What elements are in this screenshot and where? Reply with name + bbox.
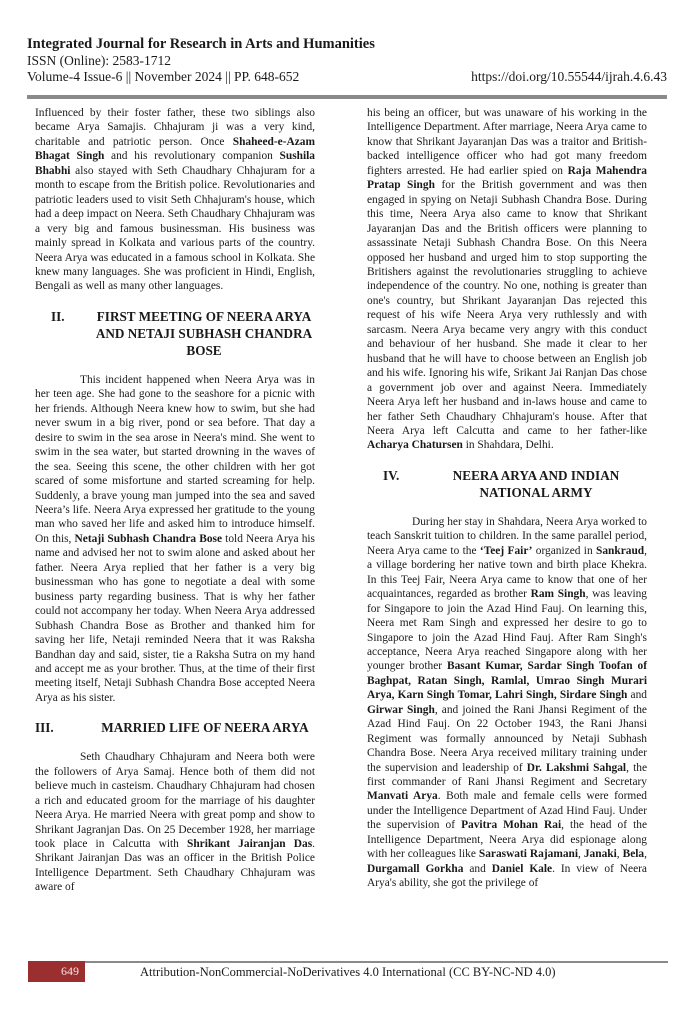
section-title: NEERA ARYA AND INDIAN NATIONAL ARMY — [452, 467, 620, 500]
text-run: in Shahdara, Delhi. — [462, 439, 554, 452]
section-title: FIRST MEETING OF NEERA ARYA AND NETAJI SUBHASH CHANDRA BOSE — [95, 308, 313, 358]
text-run: and his revolutionary companion — [104, 150, 280, 163]
volume-row — [27, 69, 667, 85]
emphasized-name: Shaheed-e-Azam Bhagat Singh — [35, 135, 315, 163]
section-heading-4 — [367, 467, 647, 501]
emphasized-name: ‘Teej Fair’ — [479, 544, 533, 557]
right-column — [367, 106, 647, 891]
emphasized-name: Ram Singh — [530, 588, 586, 601]
text-run: , was leaving for Singapore to join the Azad Hind Fauj. On learning this, Neera met Ram Singh and expressed her desire to go to Singapore to join the Azad Hind Fauj. After Ram Singh's acceptance, Neera Arya reached Singapore along with her younger brother — [367, 588, 648, 673]
text-run: During her stay in Shahdara, Neera Arya worked to teach Sanskrit tuition to children. In the same parallel period, Neera Arya came to the — [367, 515, 647, 557]
paragraph — [35, 106, 315, 294]
section-heading-2 — [35, 308, 315, 359]
section-number: II. — [51, 308, 65, 324]
text-run: also stayed with Seth Chaudhary Chhajuram for a month to escape from the British police. Revolutionaries and patriotic leaders used to visit Seth Chhajuram's house, which had a deep impact on Neera. Seth Chaudhary Chhajuram was a very big and famous businessman. His business was mainly spread in Kolkata and various parts of the country. Neera Arya was educated in a famous school in Kolkata. She knew many languages. She was proficient in Hindi, English, Bengali as well as many other languages. — [35, 164, 315, 293]
text-run: , — [616, 848, 623, 861]
text-run: , and joined the Rani Jhansi Regiment of the Azad Hind Fauj. On 22 October 1943, the Rani Jhansi Regiment was formally announced by Netaji Subhash Chandra Bose. Neera Arya received military training under the supervision and leadership of — [367, 703, 647, 774]
page-number: 649 — [28, 961, 85, 982]
section-number: III. — [35, 720, 54, 736]
section-number: IV. — [383, 467, 400, 483]
text-run: and — [463, 862, 492, 875]
text-run: Seth Chaudhary Chhajuram and Neera both were the followers of Arya Samaj. Hence both of them did not believe much in casteism. Chaudhary Chhajuram had chosen a rich and educated groom for the marriage of his daughter Neera Arya. He married Neera with great pomp and show to Shrikant Jagranjan Das. On 25 December 1928, her marriage took place in Calcutta with — [35, 751, 315, 851]
emphasized-name: Netaji Subhash Chandra Bose — [74, 532, 223, 545]
emphasized-name: Sushila Bhabhi — [35, 150, 315, 177]
emphasized-name: Acharya Chatursen — [367, 439, 463, 452]
emphasized-name: Saraswati Rajamani — [478, 848, 579, 861]
footer-divider — [85, 961, 668, 963]
emphasized-name: Bela — [622, 848, 645, 861]
license-text: Attribution-NonCommercial-NoDerivatives 4.0 International (CC BY-NC-ND 4.0) — [140, 965, 556, 979]
emphasized-name: Girwar Singh — [367, 703, 435, 716]
paragraph — [35, 750, 315, 895]
journal-title: Integrated Journal for Research in Arts and Humanities — [27, 36, 375, 52]
emphasized-name: Manvati Arya — [367, 790, 438, 803]
emphasized-name: Basant Kumar, Sardar Singh Toofan of Baghpat, Ratan Singh, Ramlal, Umrao Singh Murari Arya, Karn Singh Tomar, Lahri Singh, Sirdare Singh — [367, 660, 647, 702]
text-run: for the British government and was then engaged in spying on Netaji Subhash Chandra Bose. During this time, Neera Arya also came to know that Shrikant Jayaranjan Das and the British officers were planning to assassinate Netaji Subhash Chandra Bose. On this Neera opposed her husband and urged him to stop supporting the Britishers against the revolutionaries struggling to achieve independence of the country. No one, nothing is greater than one's country, but Shrikant Jayaranjan Das rejected this request of his wife Neera Arya very ruthlessly and with sarcasm. Neera Arya became very angry with this conduct and behaviour of her husband. She made it clear to her husband that he will have to choose between an English job and his wife. Ignoring his wife, Srikant Jai Ranjan Das chose a government job over and against Neera. Immediately Neera Arya left her husband and in-laws house and came to her father Seth Chaudhary Chhajuram's house. After that Neera Arya left Calcutta and came to her father-like — [367, 179, 648, 437]
emphasized-name: Daniel Kale — [491, 862, 553, 875]
header-divider — [27, 95, 667, 99]
section-title: MARRIED LIFE OF NEERA ARYA — [101, 720, 309, 736]
paragraph — [35, 373, 315, 705]
issn: ISSN (Online): 2583-1712 — [27, 53, 171, 68]
text-run: . Shrikant Jairanjan Das was an officer in the British Police Intelligence Department. Seth Chaudhary Chhajuram was aware of — [35, 838, 315, 894]
text-run: , — [578, 848, 584, 861]
paragraph — [367, 106, 647, 453]
emphasized-name: Sankraud — [596, 544, 645, 557]
text-run: , the first commander of Rani Jhansi Regiment and Secretary — [367, 761, 647, 789]
emphasized-name: Dr. Lakshmi Sahgal — [526, 761, 627, 774]
emphasized-name: Raja Mahendra Pratap Singh — [367, 164, 647, 192]
section-heading-3 — [35, 719, 315, 736]
left-column — [35, 106, 315, 895]
emphasized-name: Shrikant Jairanjan Das — [187, 838, 313, 851]
journal-header — [27, 36, 667, 85]
paragraph — [367, 515, 647, 891]
text-run: . In view of Neera Arya's ability, she got the privilege of — [367, 862, 647, 890]
text-run: and — [627, 689, 648, 702]
text-run: organized in — [532, 544, 597, 557]
text-run: Influenced by their foster father, these two siblings also became Arya Samajis. Chhajuram ji was a very kind, charitable and patriotic person. Once — [35, 107, 315, 148]
text-run: . Both male and female cells were formed under the Intelligence Department of Azad Hind Fauj. Under the supervision of — [367, 790, 647, 832]
text-run: his being an officer, but was unaware of his working in the Intelligence Department. After marriage, Neera Arya came to know that Shrikant Jayaranjan Das was a traitor and British-backed intelligence officer who had got many freedom fighters arrested. He had earlier spied on — [367, 107, 647, 177]
text-run: told Neera Arya his name and advised her not to swim alone and asked about her father. Neera Arya replied that her father is a very big businessman who has gone to negotiate a deal with some business party regarding business. That is why her father could not accompany her today. When Neera Arya addressed Subhash Chandra Bose as Brother and thanked him for saving her life, Netaji reminded Neera that it was Raksha Bandhan day and said, sister, tie a Raksha Sutra on my hand and accept me as your brother. Thus, at the time of their first meeting itself, Netaji Subhash Chandra Bose accepted Neera Arya as his sister. — [35, 532, 315, 704]
volume-info: Volume-4 Issue-6 || November 2024 || PP. 648-652 — [27, 69, 300, 84]
doi-link[interactable]: https://doi.org/10.55544/ijrah.4.6.43 — [471, 69, 667, 84]
text-run: , the head of the Intelligence Department, Neera Arya did espionage along with her colleagues like — [367, 819, 648, 861]
text-run: , a village bordering her native town and birth place Khekra. In this Teej Fair, Neera Arya came to know that one of her acquaintances, regarded as brother — [367, 544, 647, 601]
text-run: , — [644, 848, 647, 861]
emphasized-name: Durgamall Gorkha — [367, 862, 464, 875]
emphasized-name: Pavitra Mohan Rai — [461, 819, 562, 832]
emphasized-name: Janaki — [583, 848, 617, 861]
text-run: This incident happened when Neera Arya was in her teen age. She had gone to the seashore for a picnic with her friends. Although Neera knew how to swim, but she had never swum in a big river, pond or sea before. That day a desire to swim in the sea arose in Neera's mind. She went to swim in the sea water, but started drowning in the waves of the sea. Seeing this scene, the other children with her got scared of some misfortune and started screaming for help. Suddenly, a brave young man jumped into the sea and saved Neera’s life. Neera Arya expressed her gratitude to the young man who saved her life and asked him to introduce himself. On this, — [35, 373, 315, 545]
